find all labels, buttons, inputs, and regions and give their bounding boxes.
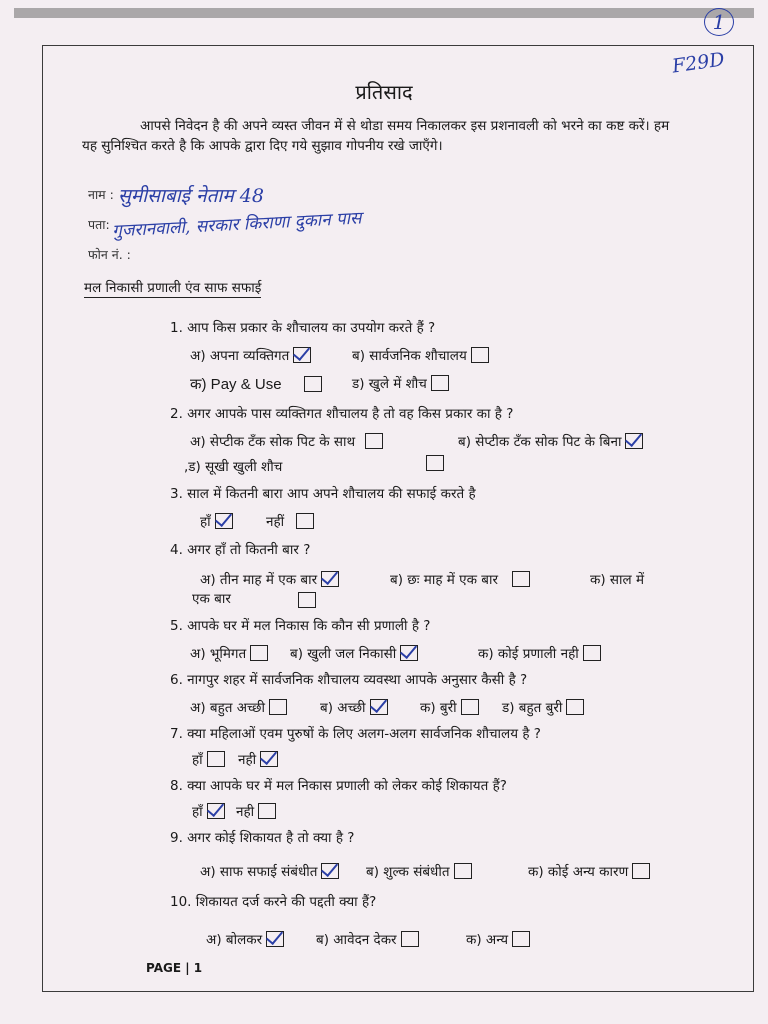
q4-option-a[interactable]	[200, 570, 343, 588]
q9-option-a-label: अ) साफ सफाई संबंधीत	[200, 864, 318, 880]
q1-option-a-label: अ) अपना व्यक्तिगत	[190, 348, 290, 364]
q5-option-b-checkbox[interactable]	[400, 645, 418, 661]
q5-option-a-checkbox[interactable]	[250, 645, 268, 661]
q7-option-no-checkbox[interactable]	[260, 751, 278, 767]
q8-option-no-checkbox[interactable]	[258, 803, 276, 819]
q3-option-yes-label: हाँ	[200, 514, 211, 530]
q7-option-yes[interactable]	[192, 750, 229, 768]
page-footer: PAGE | 1	[146, 961, 203, 975]
q4-option-a-checkbox[interactable]	[321, 571, 339, 587]
q5-option-c-label: क) कोई प्रणाली नही	[478, 646, 579, 662]
q10-option-b-label: ब) आवेदन देकर	[316, 932, 397, 948]
code-handwritten: F29D	[670, 48, 726, 78]
q4-option-c-checkbox[interactable]	[298, 592, 316, 608]
q5-option-b-label: ब) खुली जल निकासी	[290, 646, 397, 662]
q1-option-c[interactable]	[190, 374, 326, 394]
q10-option-c-label: क) अन्य	[466, 932, 509, 948]
address-label: पता:	[88, 217, 110, 232]
q10-option-b[interactable]	[316, 930, 423, 948]
q2-option-b-checkbox[interactable]	[625, 433, 643, 449]
q9-option-c[interactable]	[528, 862, 654, 880]
q2-option-a-label: अ) सेप्टीक टँक सोक पिट के साथ	[190, 434, 356, 450]
q6-option-c[interactable]	[420, 698, 483, 716]
q9-option-b[interactable]	[366, 862, 476, 880]
q3-option-no-checkbox[interactable]	[296, 513, 314, 529]
q6-option-a-label: अ) बहुत अच्छी	[190, 700, 265, 716]
q6-option-c-checkbox[interactable]	[461, 699, 479, 715]
q4-option-c-label-cont: एक बार	[192, 591, 231, 607]
page-title: प्रतिसाद	[355, 80, 413, 104]
q5-option-c-checkbox[interactable]	[583, 645, 601, 661]
q1-option-d[interactable]	[352, 374, 453, 392]
q3-option-no-label: नहीं	[266, 514, 285, 530]
q5-option-a[interactable]	[190, 644, 272, 662]
q9-option-c-label: क) कोई अन्य कारण	[528, 864, 629, 880]
q2-option-d-label: ,ड) सूखी खुली शौच	[184, 459, 283, 475]
q5-option-a-label: अ) भूमिगत	[190, 646, 247, 662]
section-title: मल निकासी प्रणाली एंव साफ सफाई	[84, 280, 262, 296]
q1-option-d-label: ड) खुले में शौच	[352, 376, 427, 392]
q6-option-a-checkbox[interactable]	[269, 699, 287, 715]
q9-option-c-checkbox[interactable]	[632, 863, 650, 879]
q6-option-d-checkbox[interactable]	[566, 699, 584, 715]
q4-option-c-cont	[192, 589, 231, 607]
q10-option-a-checkbox[interactable]	[266, 931, 284, 947]
q4-option-c	[590, 570, 644, 588]
q7-option-yes-checkbox[interactable]	[207, 751, 225, 767]
q1-option-b-checkbox[interactable]	[471, 347, 489, 363]
question-7: 7. क्या महिलाओं एवम पुरुषों के लिए अलग-अलग सार्वजनिक शौचालय है ?	[170, 726, 541, 742]
q2-option-b-label: ब) सेप्टीक टँक सोक पिट के बिना	[458, 434, 622, 450]
intro-text: आपसे निवेदन है की अपने व्यस्त जीवन में से थोडा समय निकालकर इस प्रशनावली को भरने का कष्ट करें। हम यह सुनिश्चित करते है कि आपके द्वारा दिए गये सुझाव गोपनीय रखे जाएँगे।	[82, 118, 670, 154]
q9-option-a-checkbox[interactable]	[321, 863, 339, 879]
q4-option-b[interactable]	[390, 570, 534, 588]
q6-option-a[interactable]	[190, 698, 291, 716]
q6-option-c-label: क) बुरी	[420, 700, 457, 716]
q1-option-c-checkbox[interactable]	[304, 376, 322, 392]
page-number-handwritten: 1	[704, 8, 734, 36]
q1-option-b[interactable]	[352, 346, 493, 364]
question-1: 1. आप किस प्रकार के शौचालय का उपयोग करते हैं ?	[170, 320, 436, 336]
q10-option-b-checkbox[interactable]	[401, 931, 419, 947]
q2-option-a[interactable]	[190, 432, 387, 450]
q9-option-b-checkbox[interactable]	[454, 863, 472, 879]
q3-option-yes-checkbox[interactable]	[215, 513, 233, 529]
q6-option-b-checkbox[interactable]	[370, 699, 388, 715]
q10-option-c[interactable]	[466, 930, 534, 948]
question-3: 3. साल में कितनी बारा आप अपने शौचालय की सफाई करते है	[170, 486, 476, 502]
q6-option-d-label: ड) बहुत बुरी	[502, 700, 563, 716]
q7-option-no-label: नही	[238, 752, 257, 768]
q4-option-c-label: क) साल में	[590, 572, 645, 588]
q10-option-a-label: अ) बोलकर	[206, 932, 263, 948]
q3-option-no[interactable]	[266, 512, 318, 530]
intro-paragraph	[82, 116, 682, 156]
q1-option-d-checkbox[interactable]	[431, 375, 449, 391]
q8-option-yes-label: हाँ	[192, 804, 203, 820]
scan-edge	[14, 8, 754, 18]
q7-option-no[interactable]	[238, 750, 282, 768]
q5-option-c[interactable]	[478, 644, 605, 662]
q4-option-a-label: अ) तीन माह में एक बार	[200, 572, 318, 588]
question-2: 2. अगर आपके पास व्यक्तिगत शौचालय है तो वह किस प्रकार का है ?	[170, 406, 514, 422]
q8-option-yes[interactable]	[192, 802, 229, 820]
q1-option-c-label: क) Pay & Use	[190, 376, 282, 393]
question-6: 6. नागपुर शहर में सार्वजनिक शौचालय व्यवस्था आपके अनुसार कैसी है ?	[170, 672, 528, 688]
q4-option-b-checkbox[interactable]	[512, 571, 530, 587]
address-value: गुजरानवाली, सरकार किराणा दुकान पास	[111, 208, 363, 242]
name-value: सुमीसाबाई नेताम 48	[118, 185, 264, 207]
q7-option-yes-label: हाँ	[192, 752, 203, 768]
q6-option-d[interactable]	[502, 698, 588, 716]
q1-option-a-checkbox[interactable]	[293, 347, 311, 363]
question-4: 4. अगर हाँ तो कितनी बार ?	[170, 542, 311, 558]
q8-option-no[interactable]	[236, 802, 280, 820]
q1-option-a[interactable]	[190, 346, 315, 364]
q2-option-d-checkbox[interactable]	[426, 455, 444, 471]
q5-option-b[interactable]	[290, 644, 422, 662]
question-9: 9. अगर कोई शिकायत है तो क्या है ?	[170, 830, 355, 846]
q2-option-b[interactable]	[458, 432, 647, 450]
q2-option-a-checkbox[interactable]	[365, 433, 383, 449]
q8-option-no-label: नही	[236, 804, 255, 820]
q6-option-b-label: ब) अच्छी	[320, 700, 366, 716]
q1-option-b-label: ब) सार्वजनिक शौचालय	[352, 348, 467, 364]
q9-option-a[interactable]	[200, 862, 343, 880]
q3-option-yes[interactable]	[200, 512, 237, 530]
q6-option-b[interactable]	[320, 698, 392, 716]
q2-option-d[interactable]	[184, 457, 282, 475]
name-label: नाम :	[88, 187, 114, 202]
q10-option-c-checkbox[interactable]	[512, 931, 530, 947]
question-5: 5. आपके घर में मल निकास कि कौन सी प्रणाली है ?	[170, 618, 431, 634]
question-10: 10. शिकायत दर्ज करने की पद्दती क्या हैं?	[170, 894, 377, 910]
q9-option-b-label: ब) शुल्क संबंधीत	[366, 864, 450, 880]
phone-label: फोन नं. :	[88, 247, 131, 262]
q10-option-a[interactable]	[206, 930, 288, 948]
question-8: 8. क्या आपके घर में मल निकास प्रणाली को लेकर कोई शिकायत हैं?	[170, 778, 507, 794]
q8-option-yes-checkbox[interactable]	[207, 803, 225, 819]
q4-option-b-label: ब) छः माह में एक बार	[390, 572, 498, 588]
